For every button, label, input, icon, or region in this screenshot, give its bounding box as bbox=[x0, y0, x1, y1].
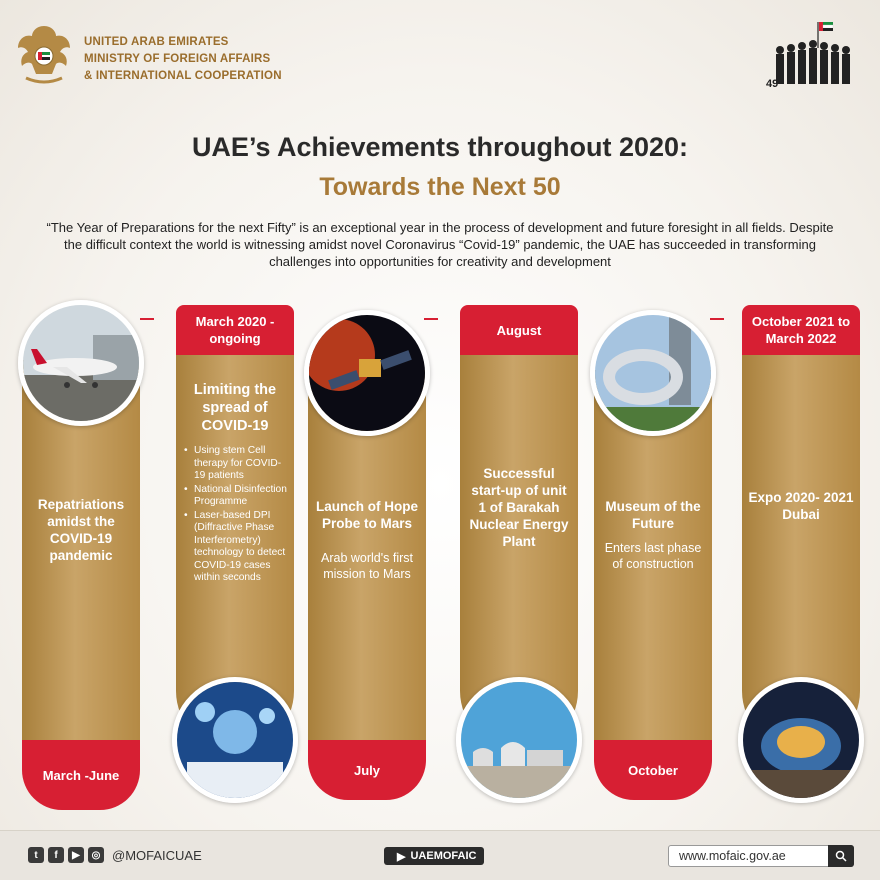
date-block bbox=[742, 305, 860, 355]
column-date: August bbox=[496, 322, 542, 338]
timeline-column-barakah bbox=[460, 305, 578, 805]
column-date: October 2021 to March 2022 bbox=[751, 314, 851, 346]
nuclear-plant-photo bbox=[456, 677, 582, 803]
column-title: Launch of Hope Probe to Mars bbox=[316, 499, 418, 531]
column-title: Expo 2020- 2021 Dubai bbox=[748, 490, 854, 522]
connector-dash bbox=[710, 318, 724, 320]
column-title: Repatriations amidst the COVID-19 pandemic bbox=[37, 497, 125, 563]
timeline-column-covid bbox=[176, 305, 294, 805]
website-url: www.mofaic.gov.ae bbox=[679, 849, 786, 863]
column-title: Successful start-up of unit 1 of Barakah Nuclear Energy Plant bbox=[469, 466, 569, 549]
instagram-icon[interactable]: ◎ bbox=[88, 847, 104, 863]
ministry-line-1: UNITED ARAB EMIRATES bbox=[84, 36, 229, 48]
expo-photo bbox=[738, 677, 864, 803]
search-icon bbox=[835, 850, 847, 862]
timeline-column-repatriations bbox=[22, 300, 140, 810]
page-subtitle: Towards the Next 50 bbox=[319, 173, 561, 201]
date-block bbox=[308, 740, 426, 800]
timeline-column-expo bbox=[742, 305, 860, 805]
column-subtitle: Enters last phase of construction bbox=[604, 541, 702, 571]
bullet-item: • National Disinfection Programme bbox=[184, 484, 288, 509]
app-store-badge[interactable] bbox=[384, 847, 484, 865]
ministry-line-2: MINISTRY OF FOREIGN AFFAIRS bbox=[84, 53, 271, 65]
mars-probe-photo bbox=[304, 310, 430, 436]
museum-photo bbox=[590, 310, 716, 436]
spirit-union-figures-icon bbox=[762, 18, 862, 104]
date-block bbox=[594, 740, 712, 800]
app-handle: UAEMOFAIC bbox=[410, 850, 477, 862]
ministry-line-3: & INTERNATIONAL COOPERATION bbox=[84, 70, 282, 82]
bullet-list bbox=[184, 445, 288, 586]
ministry-name bbox=[84, 34, 282, 85]
column-title: Museum of the Future bbox=[605, 499, 701, 531]
facebook-icon[interactable]: f bbox=[48, 847, 64, 863]
intro-paragraph: “The Year of Preparations for the next Fifty” is an exceptional year in the process of development and future foresight in all fields. Despite the difficult context the world is witnessing amidst novel Coronavirus “Covid-19” pandemic, the UAE has succeeded in transforming challenges into opportunities for creativity and development bbox=[46, 220, 834, 269]
column-date: July bbox=[353, 762, 380, 778]
date-block bbox=[22, 740, 140, 810]
column-date: March 2020 - ongoing bbox=[195, 314, 275, 346]
social-handle[interactable]: @MOFAICUAE bbox=[112, 847, 202, 863]
play-store-icon: ▶ bbox=[397, 850, 406, 863]
date-block bbox=[460, 305, 578, 355]
connector-dash bbox=[424, 318, 438, 320]
search-button[interactable] bbox=[828, 845, 854, 867]
website-search-box[interactable] bbox=[668, 845, 854, 867]
column-title: Limiting the spread of COVID-19 bbox=[193, 382, 277, 434]
spirit-of-the-union-logo bbox=[762, 18, 862, 104]
timeline-column-hope-probe bbox=[308, 310, 426, 800]
date-block bbox=[176, 305, 294, 355]
column-subtitle: Arab world's first mission to Mars bbox=[321, 551, 413, 581]
virus-photo bbox=[172, 677, 298, 803]
column-date: October bbox=[628, 762, 678, 778]
page-title: UAE’s Achievements throughout 2020: bbox=[191, 132, 689, 162]
uae-falcon-emblem bbox=[16, 22, 72, 90]
twitter-icon[interactable]: t bbox=[28, 847, 44, 863]
bullet-item: • Laser-based DPI (Diffractive Phase Interferometry) technology to detect COVID-19 cases within seconds bbox=[184, 510, 288, 585]
social-links bbox=[28, 847, 202, 863]
bullet-item: • Using stem Cell therapy for COVID-19 patients bbox=[184, 445, 288, 483]
column-date: March -June bbox=[42, 767, 120, 783]
footer bbox=[0, 830, 880, 880]
youtube-icon[interactable]: ▶ bbox=[68, 847, 84, 863]
timeline-column-museum bbox=[594, 310, 712, 800]
connector-dash bbox=[140, 318, 154, 320]
spirit-number: 49 bbox=[766, 78, 779, 90]
airplane-photo bbox=[18, 300, 144, 426]
